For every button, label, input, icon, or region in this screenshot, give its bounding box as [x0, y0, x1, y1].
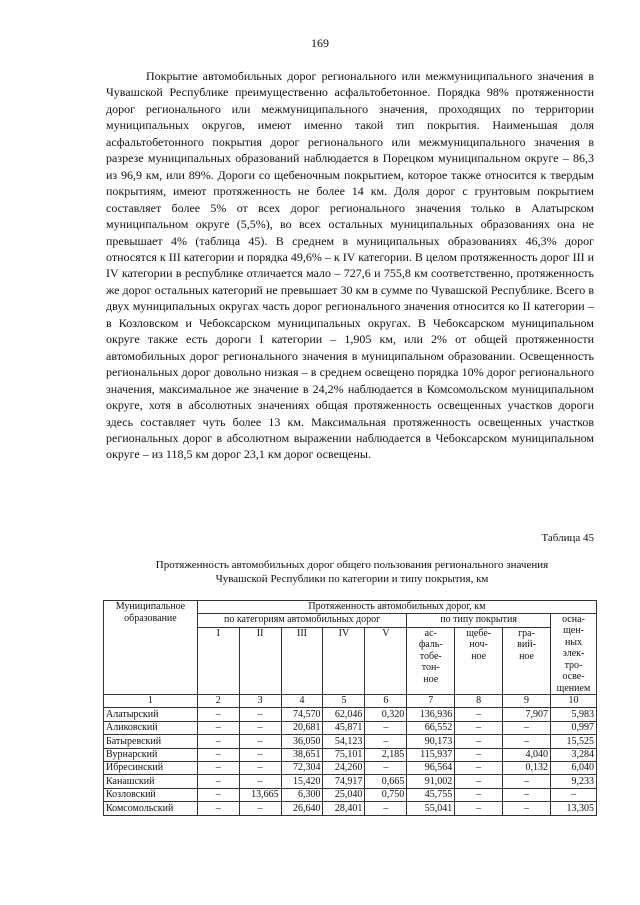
- column-number-row: [104, 695, 597, 708]
- municipality-cell: Канашский: [104, 775, 198, 788]
- asphalt-cell: 136,936: [407, 708, 455, 721]
- table-row: [104, 802, 597, 815]
- category-3-cell: 36,050: [281, 735, 323, 748]
- category-3-cell: 74,570: [281, 708, 323, 721]
- column-number: 6: [365, 695, 407, 708]
- category-5-cell: 2,185: [365, 748, 407, 761]
- category-2-cell: 13,665: [239, 788, 281, 801]
- lit-cell: 15,525: [550, 735, 596, 748]
- header-asphalt: [407, 627, 455, 694]
- category-1-cell: –: [197, 761, 239, 774]
- table-row: [104, 708, 597, 721]
- ground-cell: –: [503, 735, 551, 748]
- gravel-cell: –: [455, 748, 503, 761]
- table-label: Таблица 45: [541, 532, 594, 544]
- ground-cell: –: [503, 802, 551, 815]
- gravel-cell: –: [455, 775, 503, 788]
- lit-cell: 9,233: [550, 775, 596, 788]
- lit-cell: 6,040: [550, 761, 596, 774]
- table-row: [104, 748, 597, 761]
- category-5-cell: –: [365, 802, 407, 815]
- lit-cell: 3,284: [550, 748, 596, 761]
- table-row: [104, 775, 597, 788]
- municipality-cell: Вурнарский: [104, 748, 198, 761]
- table-row: [104, 735, 597, 748]
- asphalt-cell: 55,041: [407, 802, 455, 815]
- header-gravel-text: щебе- ноч- ное: [466, 627, 492, 662]
- category-4-cell: 75,101: [323, 748, 365, 761]
- header-asphalt-text: ас- фаль- тобе- тон- ное: [418, 627, 443, 685]
- category-1-cell: –: [197, 802, 239, 815]
- municipality-cell: Алатырский: [104, 708, 198, 721]
- column-number: 8: [455, 695, 503, 708]
- header-ground: [503, 627, 551, 694]
- lit-cell: 5,983: [550, 708, 596, 721]
- column-number: 5: [323, 695, 365, 708]
- category-4-cell: 28,401: [323, 802, 365, 815]
- gravel-cell: –: [455, 735, 503, 748]
- gravel-cell: –: [455, 708, 503, 721]
- table-row: [104, 721, 597, 734]
- header-gravel: [455, 627, 503, 694]
- ground-cell: –: [503, 721, 551, 734]
- municipality-cell: Козловский: [104, 788, 198, 801]
- category-2-cell: –: [239, 761, 281, 774]
- asphalt-cell: 45,755: [407, 788, 455, 801]
- category-4-cell: 74,917: [323, 775, 365, 788]
- category-4-cell: 24,260: [323, 761, 365, 774]
- ground-cell: –: [503, 775, 551, 788]
- page-number: 169: [311, 36, 329, 50]
- lit-cell: –: [550, 788, 596, 801]
- gravel-cell: –: [455, 802, 503, 815]
- table-caption-line-1: Протяженность автомобильных дорог общего пользования регионального значения: [155, 559, 549, 571]
- column-number: 7: [407, 695, 455, 708]
- header-category-3: III: [281, 627, 323, 694]
- municipality-cell: Аликовский: [104, 721, 198, 734]
- gravel-cell: –: [455, 788, 503, 801]
- category-5-cell: 0,750: [365, 788, 407, 801]
- category-4-cell: 54,123: [323, 735, 365, 748]
- ground-cell: 0,132: [503, 761, 551, 774]
- category-1-cell: –: [197, 788, 239, 801]
- ground-cell: –: [503, 788, 551, 801]
- category-2-cell: –: [239, 708, 281, 721]
- header-ground-text: гра- вий- ное: [517, 627, 536, 662]
- header-lit: [550, 613, 596, 695]
- asphalt-cell: 66,552: [407, 721, 455, 734]
- column-number: 2: [197, 695, 239, 708]
- column-number: 9: [503, 695, 551, 708]
- category-1-cell: –: [197, 748, 239, 761]
- category-1-cell: –: [197, 721, 239, 734]
- municipality-cell: Комсомольский: [104, 802, 198, 815]
- category-3-cell: 72,304: [281, 761, 323, 774]
- category-3-cell: 6,300: [281, 788, 323, 801]
- category-3-cell: 20,681: [281, 721, 323, 734]
- column-number: 4: [281, 695, 323, 708]
- header-by-surface: по типу покрытия: [407, 613, 551, 627]
- category-2-cell: –: [239, 802, 281, 815]
- header-by-category: по категориям автомобильных дорог: [197, 613, 406, 627]
- category-4-cell: 62,046: [323, 708, 365, 721]
- category-3-cell: 38,651: [281, 748, 323, 761]
- body-paragraph: Покрытие автомобильных дорог регионального или межмуниципального значения в Чувашской Республике преимущественно асфальтобетонное. Порядка 98% протяженности дорог регионального или межмуниципального значения, проходящих по территории муниципальных округов, имеют именно такой тип покрытия. Наименьшая доля асфальтобетонного покрытия дорог регионального или межмуниципального значения в разрезе муниципальных образований наблюдается в Порецком муниципальном округе – 86,3 из 96,9 км, или 89%. Дороги со щебеночным покрытием, которое также относится к твердым покрытиям, имеют протяженность не более 14 км. Доля дорог с грунтовым покрытием составляет более 5% от всех дорог регионального значения только в Алатырском муниципальном округе (5,5%), во всех остальных муниципальных образованиях она не превышает 4% (таблица 45). В среднем в муниципальных образованиях 46,3% дорог относятся к III категории и порядка 49,6% – к IV категории. В целом протяженность дорог III и IV категории в республике отличается мало – 727,6 и 755,8 км соответственно, протяженность же дорог остальных категорий не превышает 30 км в сумме по Чувашской Республике. Всего в двух муниципальных округах часть дорог регионального значения относится ко II категории – в Козловском и Чебоксарском муниципальных округах. В Чебоксарском муниципальном округе также есть дороги I категории – 1,905 км, или 2% от общей протяженности автомобильных дорог регионального значения в муниципальном образовании. Освещенность региональных дорог довольно низкая – в среднем освещено порядка 10% дорог регионального значения, максимальное же значение в 24,2% наблюдается в Комсомольском муниципальном округе, хотя в абсолютных значениях общая протяженность освещенных участков дороги здесь составляет чуть более 13 км. Максимальная протяженность освещенных участков региональных дорог в абсолютном выражении наблюдается в Чебоксарском муниципальном округе – из 118,5 км дорог 23,1 км дорог освещены.: [106, 69, 594, 462]
- header-category-5: V: [365, 627, 407, 694]
- category-1-cell: –: [197, 708, 239, 721]
- category-4-cell: 45,871: [323, 721, 365, 734]
- category-5-cell: –: [365, 721, 407, 734]
- category-5-cell: 0,665: [365, 775, 407, 788]
- category-2-cell: –: [239, 775, 281, 788]
- category-3-cell: 26,640: [281, 802, 323, 815]
- category-2-cell: –: [239, 748, 281, 761]
- lit-cell: 13,305: [550, 802, 596, 815]
- column-number: 1: [104, 695, 198, 708]
- category-4-cell: 25,040: [323, 788, 365, 801]
- lit-cell: 0,997: [550, 721, 596, 734]
- header-category-4: IV: [323, 627, 365, 694]
- asphalt-cell: 90,173: [407, 735, 455, 748]
- category-1-cell: –: [197, 775, 239, 788]
- gravel-cell: –: [455, 761, 503, 774]
- asphalt-cell: 115,937: [407, 748, 455, 761]
- header-municipality: Муниципальное образование: [104, 601, 198, 695]
- header-road-length: Протяженность автомобильных дорог, км: [197, 601, 596, 614]
- category-5-cell: 0,320: [365, 708, 407, 721]
- column-number: 3: [239, 695, 281, 708]
- header-category-2: II: [239, 627, 281, 694]
- table-row: [104, 761, 597, 774]
- municipality-cell: Ибресинский: [104, 761, 198, 774]
- header-category-1: I: [197, 627, 239, 694]
- column-number: 10: [550, 695, 596, 708]
- table-caption: [110, 558, 594, 586]
- category-2-cell: –: [239, 721, 281, 734]
- asphalt-cell: 91,002: [407, 775, 455, 788]
- category-2-cell: –: [239, 735, 281, 748]
- asphalt-cell: 96,564: [407, 761, 455, 774]
- ground-cell: 4,040: [503, 748, 551, 761]
- category-5-cell: –: [365, 735, 407, 748]
- table-row: [104, 788, 597, 801]
- municipality-cell: Батыревский: [104, 735, 198, 748]
- road-length-table: [103, 600, 597, 816]
- gravel-cell: –: [455, 721, 503, 734]
- category-5-cell: –: [365, 761, 407, 774]
- header-lit-text: осна- щен- ных элек- тро- осве- щением: [556, 613, 591, 694]
- ground-cell: 7,907: [503, 708, 551, 721]
- category-1-cell: –: [197, 735, 239, 748]
- category-3-cell: 15,420: [281, 775, 323, 788]
- table-caption-line-2: Чувашской Республики по категории и типу покрытия, км: [215, 573, 489, 585]
